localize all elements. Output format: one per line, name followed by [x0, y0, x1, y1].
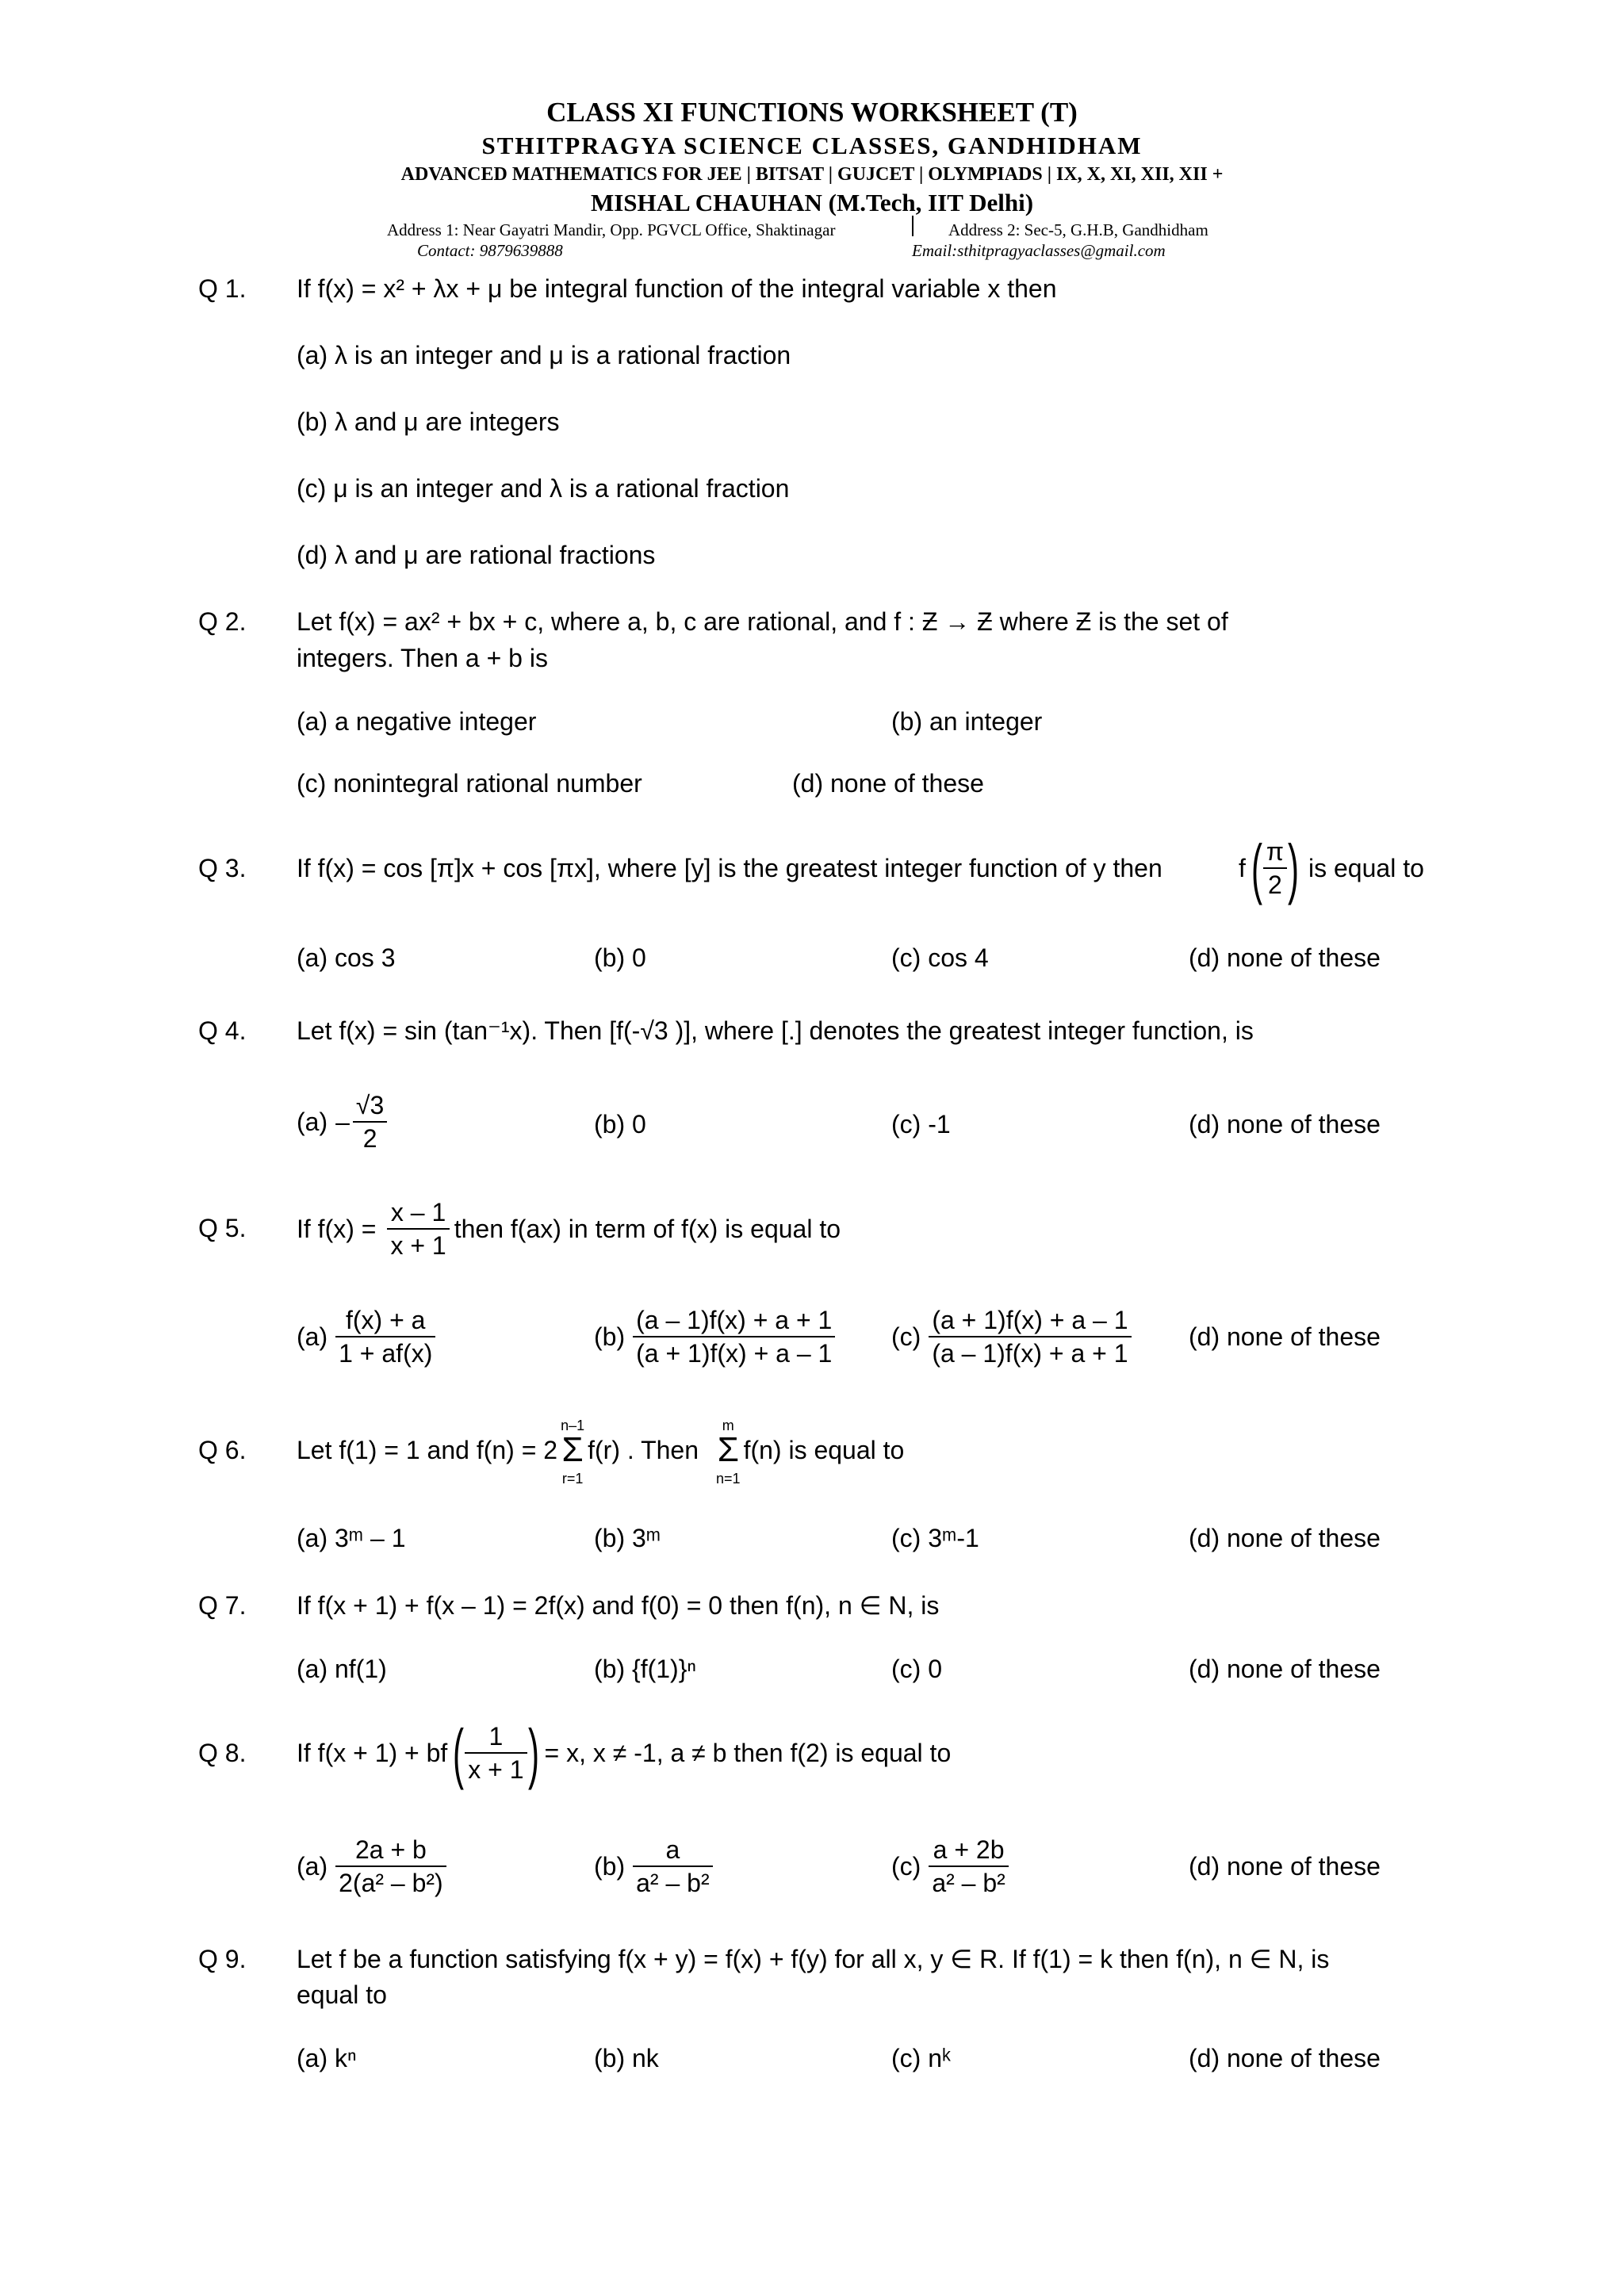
- option-a: (a) kⁿ: [297, 2044, 357, 2072]
- question-text-tail: is equal to: [1308, 854, 1424, 882]
- option-c: (c) 0: [891, 1655, 942, 1683]
- option-b: (b) 3ᵐ: [594, 1524, 661, 1552]
- option-d: (d) λ and μ are rational fractions: [297, 541, 656, 569]
- address-line: [0, 219, 1624, 241]
- option-b: [594, 1830, 713, 1903]
- course-subtitle: ADVANCED MATHEMATICS FOR JEE | BITSAT | GUJCET | OLYMPIADS | IX, X, XI, XII, XII +: [400, 164, 1224, 185]
- option-label: (b): [594, 1852, 626, 1881]
- institute-name: STHITPRAGYA SCIENCE CLASSES, GANDHIDHAM: [481, 132, 1143, 159]
- right-paren: ): [1287, 831, 1299, 905]
- sum-upper-limit: m: [722, 1418, 734, 1433]
- option-c: (c) nᵏ: [891, 2044, 951, 2072]
- fraction-numerator: x – 1: [387, 1196, 449, 1230]
- question-number: Q 5.: [198, 1214, 247, 1242]
- fraction-denominator: (a + 1)f(x) + a – 1: [636, 1339, 833, 1368]
- option-a-fraction: [335, 1304, 435, 1369]
- minus-sign: –: [335, 1108, 350, 1136]
- question-prefix: Let f(1) = 1 and f(n) = 2: [297, 1436, 558, 1464]
- option-d: (d) none of these: [1189, 2044, 1381, 2072]
- question-suffix: = x, x ≠ -1, a ≠ b then f(2) is equal to: [544, 1739, 952, 1767]
- f-pi-over-2: [1239, 832, 1304, 904]
- option-b: (b) 0: [594, 943, 646, 972]
- option-b-fraction: [633, 1304, 835, 1369]
- fraction-denominator: 1 + af(x): [339, 1339, 433, 1368]
- question-text-continued: equal to: [297, 1980, 387, 2009]
- fraction-denominator: 2: [362, 1124, 377, 1153]
- option-a: [297, 1300, 435, 1373]
- option-b: (b) an integer: [891, 707, 1043, 736]
- fraction-numerator: (a + 1)f(x) + a – 1: [929, 1304, 1131, 1337]
- option-b: (b) λ and μ are integers: [297, 408, 560, 436]
- option-b: (b) nk: [594, 2044, 659, 2072]
- option-a-fraction: [353, 1089, 387, 1154]
- fraction-numerator: a + 2b: [929, 1834, 1008, 1867]
- contact-email: Email:sthitpragyaclasses@gmail.com: [912, 241, 1166, 260]
- option-a: [297, 1830, 446, 1903]
- option-a: (a) a negative integer: [297, 707, 537, 736]
- function-symbol: f: [1239, 854, 1246, 882]
- option-b: [594, 1300, 835, 1373]
- option-label: (a): [297, 1322, 328, 1351]
- option-b: (b) 0: [594, 1110, 646, 1138]
- fraction-numerator: a: [633, 1834, 712, 1867]
- option-a: (a) nf(1): [297, 1655, 387, 1683]
- worksheet-title: CLASS XI FUNCTIONS WORKSHEET (T): [546, 97, 1078, 128]
- question-text: Let f(x) = ax² + bx + c, where a, b, c are rational, and f : Ƶ → Ƶ where Ƶ is the set of: [297, 607, 1228, 636]
- left-paren: (: [1251, 831, 1262, 905]
- address-divider: [912, 216, 914, 236]
- worksheet-header: [0, 95, 1624, 262]
- option-c: [891, 1830, 1009, 1903]
- question-number: Q 7.: [198, 1591, 247, 1620]
- fraction-numerator: π: [1263, 836, 1287, 869]
- question-number: Q 1.: [198, 274, 247, 303]
- question-text: If f(x) = x² + λx + μ be integral function of the integral variable x then: [297, 274, 1057, 303]
- question-prefix: If f(x + 1) + bf: [297, 1739, 448, 1767]
- question-text: If f(x) = cos [π]x + cos [πx], where [y] is the greatest integer function of y then: [297, 854, 1162, 882]
- option-label: (b): [594, 1322, 626, 1351]
- question-number: Q 6.: [198, 1436, 247, 1464]
- contact-line: [0, 241, 1624, 262]
- sum-lower-limit: n=1: [716, 1471, 741, 1487]
- question-suffix: then f(ax) in term of f(x) is equal to: [454, 1215, 841, 1243]
- question-text: Let f be a function satisfying f(x + y) = f(x) + f(y) for all x, y ∈ R. If f(1) = k then f(n), n ∈ N, is: [297, 1945, 1330, 1973]
- fraction-numerator: 2a + b: [335, 1834, 446, 1867]
- option-c: (c) 3ᵐ-1: [891, 1524, 979, 1552]
- option-d: (d) none of these: [1189, 1852, 1381, 1881]
- option-d: (d) none of these: [1189, 1110, 1381, 1138]
- question-number: Q 8.: [198, 1739, 247, 1767]
- option-c: (c) cos 4: [891, 943, 989, 972]
- option-c-fraction: [929, 1304, 1131, 1369]
- fraction-denominator: 2(a² – b²): [339, 1869, 443, 1897]
- fraction-denominator: x + 1: [468, 1755, 524, 1784]
- question-number: Q 4.: [198, 1016, 247, 1045]
- option-a: [297, 1086, 387, 1158]
- right-paren: ): [527, 1716, 539, 1790]
- question-number: Q 9.: [198, 1945, 247, 1973]
- option-label: (c): [891, 1852, 921, 1881]
- contact-phone: Contact: 9879639888: [417, 241, 563, 260]
- option-c: (c) μ is an integer and λ is a rational fraction: [297, 474, 790, 503]
- fraction-numerator: √3: [353, 1089, 387, 1123]
- summand-fn: f(n) is equal to: [743, 1436, 905, 1464]
- question-text: If f(x + 1) + f(x – 1) = 2f(x) and f(0) = 0 then f(n), n ∈ N, is: [297, 1591, 940, 1620]
- option-a: (a) 3ᵐ – 1: [297, 1524, 406, 1552]
- summation-n: [716, 1414, 741, 1486]
- sum-upper-limit: n–1: [561, 1418, 585, 1433]
- fraction-denominator: 2: [1268, 871, 1282, 899]
- option-c-fraction: [929, 1834, 1008, 1899]
- fraction-numerator: (a – 1)f(x) + a + 1: [633, 1304, 835, 1337]
- question-text: [297, 1414, 904, 1486]
- summand-fr: f(r) . Then: [588, 1436, 699, 1464]
- question-prefix: If f(x) =: [297, 1215, 377, 1243]
- sigma-symbol: Σ: [561, 1430, 584, 1469]
- question-text: [297, 1196, 841, 1262]
- option-a: (a) λ is an integer and μ is a rational fraction: [297, 341, 791, 369]
- option-a-fraction: [335, 1834, 446, 1899]
- fraction-denominator: (a – 1)f(x) + a + 1: [932, 1339, 1128, 1368]
- option-label: (a): [297, 1852, 328, 1881]
- option-label: (a): [297, 1108, 328, 1136]
- fraction-numerator: 1: [465, 1720, 527, 1754]
- question-text: Let f(x) = sin (tan⁻¹x). Then [f(-√3 )], where [.] denotes the greatest integer function, is: [297, 1016, 1254, 1045]
- question-text-continued: integers. Then a + b is: [297, 644, 548, 672]
- sigma-symbol: Σ: [717, 1430, 739, 1469]
- fraction-denominator: a² – b²: [932, 1869, 1005, 1897]
- option-label: (c): [891, 1322, 921, 1351]
- pi-over-2-fraction: [1263, 836, 1287, 901]
- option-b: (b) {f(1)}ⁿ: [594, 1655, 697, 1683]
- question-number: Q 3.: [198, 854, 247, 882]
- question-number: Q 2.: [198, 607, 247, 636]
- summation-r: [561, 1414, 584, 1486]
- fraction-denominator: a² – b²: [636, 1869, 710, 1897]
- option-c: (c) -1: [891, 1110, 951, 1138]
- address-2: Address 2: Sec-5, G.H.B, Gandhidham: [948, 220, 1208, 239]
- option-c: [891, 1300, 1132, 1373]
- option-d: (d) none of these: [792, 769, 984, 798]
- option-d: (d) none of these: [1189, 943, 1381, 972]
- option-b-fraction: [633, 1834, 712, 1899]
- one-over-x-plus-1-fraction: [465, 1720, 527, 1785]
- teacher-name: MISHAL CHAUHAN (M.Tech, IIT Delhi): [590, 189, 1034, 216]
- fx-definition-fraction: [387, 1196, 449, 1261]
- address-1: Address 1: Near Gayatri Mandir, Opp. PGVCL Office, Shaktinagar: [387, 220, 836, 239]
- fraction-numerator: f(x) + a: [335, 1304, 435, 1337]
- option-d: (d) none of these: [1189, 1322, 1381, 1351]
- left-paren: (: [453, 1716, 465, 1790]
- option-c: (c) nonintegral rational number: [297, 769, 642, 798]
- sum-lower-limit: r=1: [561, 1471, 584, 1487]
- option-a: (a) cos 3: [297, 943, 396, 972]
- option-d: (d) none of these: [1189, 1655, 1381, 1683]
- question-text: [297, 1717, 951, 1789]
- fraction-denominator: x + 1: [390, 1231, 446, 1260]
- option-d: (d) none of these: [1189, 1524, 1381, 1552]
